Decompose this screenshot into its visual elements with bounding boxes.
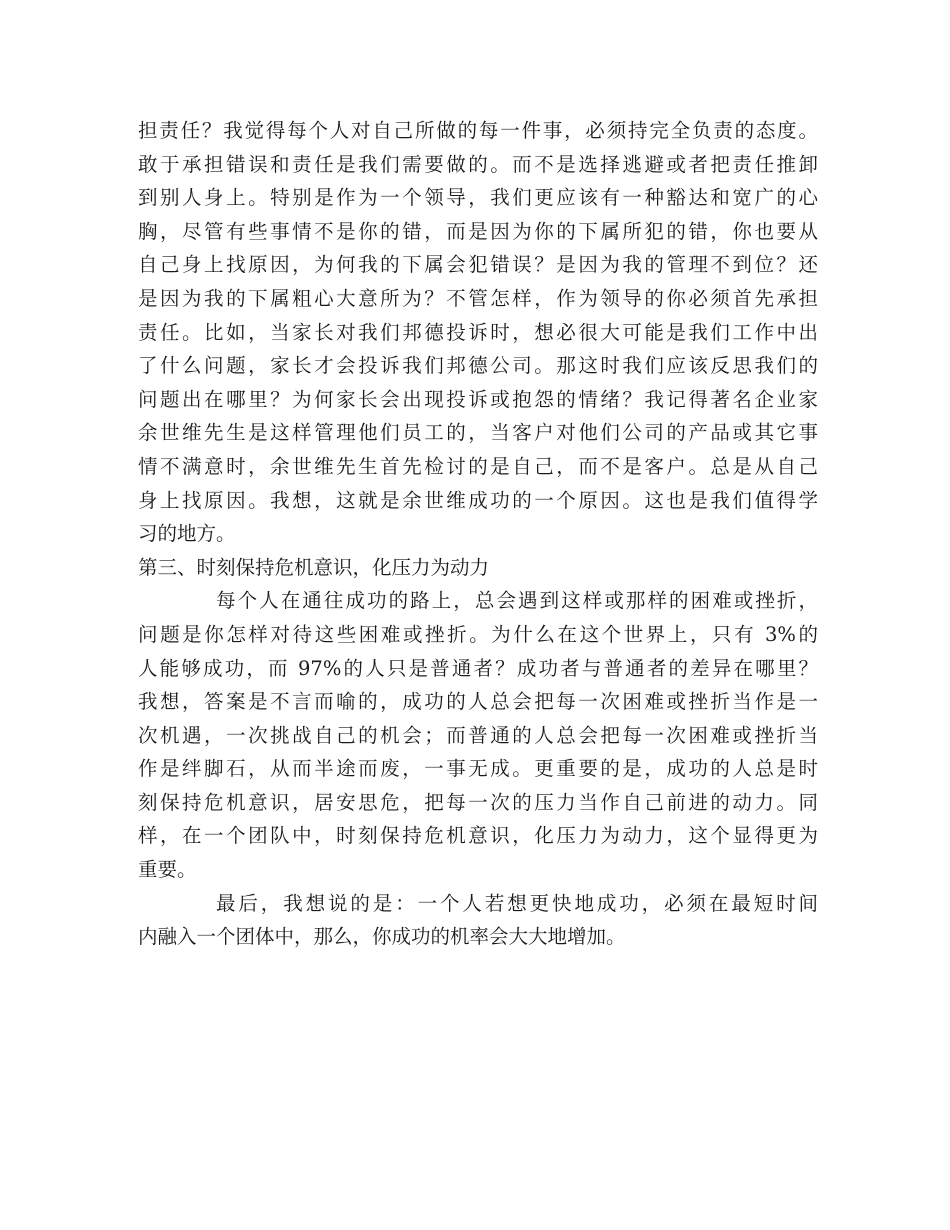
- text-line: 人能够成功，而 97%的人只是普通者？成功者与普通者的差异在哪里？: [138, 656, 818, 680]
- text-line: 责任。比如，当家长对我们邦德投诉时，想必很大可能是我们工作中出: [138, 320, 818, 344]
- text-line: 是因为我的下属粗心大意所为？不管怎样，作为领导的你必须首先承担: [138, 286, 818, 310]
- text-line: 担责任？我觉得每个人对自己所做的每一件事，必须持完全负责的态度。: [138, 119, 818, 142]
- text-line: 余世维先生是这样管理他们员工的，当客户对他们公司的产品或其它事: [138, 421, 818, 445]
- text-line: 刻保持危机意识，居安思危，把每一次的压力当作自己前进的动力。同: [138, 790, 818, 814]
- paragraph-crisis-awareness: [138, 584, 818, 886]
- text-line: 问题出在哪里？为何家长会出现投诉或抱怨的情绪？我记得著名企业家: [138, 387, 818, 411]
- text-line: 习的地方。: [138, 522, 236, 546]
- text-line: 重要。: [138, 858, 197, 882]
- text-line: 情不满意时，余世维先生首先检讨的是自己，而不是客户。总是从自己: [138, 454, 818, 478]
- text-line: 敢于承担错误和责任是我们需要做的。而不是选择逃避或者把责任推卸: [138, 152, 818, 176]
- text-line: 我想，答案是不言而喻的，成功的人总会把每一次困难或挫折当作是一: [138, 690, 818, 714]
- text-line: 问题是你怎样对待这些困难或挫折。为什么在这个世界上，只有 3%的: [138, 622, 818, 646]
- text-line: 胸，尽管有些事情不是你的错，而是因为你的下属所犯的错，你也要从: [138, 219, 818, 243]
- text-line: 每个人在通往成功的路上，总会遇到这样或那样的困难或挫折，: [216, 589, 818, 613]
- paragraph-conclusion: [138, 887, 818, 954]
- text-line: 身上找原因。我想，这就是余世维成功的一个原因。这也是我们值得学: [138, 488, 818, 512]
- heading-text: 第三、时刻保持危机意识，化压力为动力: [138, 555, 490, 579]
- text-line: 内融入一个团体中，那么，你成功的机率会大大地增加。: [138, 925, 626, 949]
- document-body: [138, 114, 818, 954]
- paragraph-responsibility: [138, 114, 818, 551]
- text-line: 次机遇，一次挑战自己的机会；而普通的人总会把每一次困难或挫折当: [138, 723, 818, 747]
- text-line: 最后，我想说的是：一个人若想更快地成功，必须在最短时间: [216, 891, 818, 915]
- text-line: 了什么问题，家长才会投诉我们邦德公司。那这时我们应该反思我们的: [138, 354, 818, 378]
- text-line: 作是绊脚石，从而半途而废，一事无成。更重要的是，成功的人总是时: [138, 757, 818, 781]
- section-heading: [138, 551, 818, 585]
- text-line: 到别人身上。特别是作为一个领导，我们更应该有一种豁达和宽广的心: [138, 186, 818, 210]
- text-line: 自己身上找原因，为何我的下属会犯错误？是因为我的管理不到位？还: [138, 253, 818, 277]
- text-line: 样，在一个团队中，时刻保持危机意识，化压力为动力，这个显得更为: [138, 824, 818, 848]
